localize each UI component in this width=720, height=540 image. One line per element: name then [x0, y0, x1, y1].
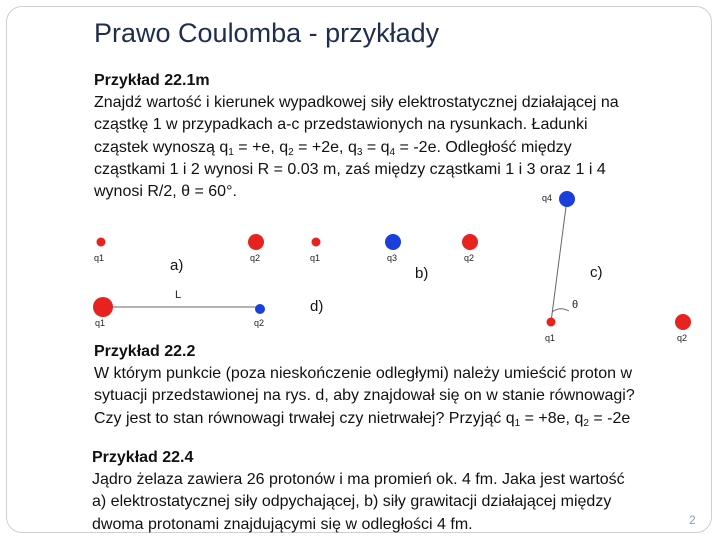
fig-a-charge-q1: [97, 238, 106, 247]
example-1-line-2: cząstkę 1 w przypadkach a-c przedstawionych na rysunkach. Ładunki: [94, 116, 588, 134]
fig-a-caption: a): [170, 257, 184, 274]
fig-b-charge-q2: [462, 234, 478, 250]
fig-a-label-q1: q1: [94, 253, 105, 263]
example-2-heading: Przykład 22.2: [94, 343, 196, 360]
fig-a-label-q2: q2: [250, 253, 261, 263]
fig-a-charge-q2: [248, 234, 264, 250]
example-3: [92, 447, 625, 536]
fig-d-label-q1: q1: [95, 318, 106, 328]
slide-title: Prawo Coulomba - przykłady: [94, 18, 440, 48]
fig-c-caption: c): [590, 264, 603, 281]
example-2-line-3: Czy jest to stan równowagi trwałej czy nietrwałej? Przyjąć $q_1 = +8e$, $q_2 = -2e$: [94, 409, 631, 429]
fig-b-charge-q1: [312, 238, 321, 247]
fig-c-label-q1: q1: [545, 333, 556, 343]
example-1-line-5: wynosi R/2, θ = 60°.: [94, 183, 237, 201]
fig-b-caption: b): [415, 265, 429, 282]
fig-b-label-q3: q3: [387, 253, 398, 263]
fig-b-charge-q3: [385, 234, 401, 250]
fig-c-charge-q2: [675, 314, 691, 330]
example-3-heading: Przykład 22.4: [92, 449, 194, 466]
fig-c-charge-q4: [559, 191, 575, 207]
fig-c-theta-arc: [552, 309, 569, 312]
fig-c-charge-q1: [547, 318, 556, 327]
fig-c-label-theta: θ: [572, 299, 579, 311]
fig-c-label-q4: q4: [542, 193, 553, 203]
example-1-heading: Przykład 22.1m: [94, 72, 210, 89]
example-1-line-4: cząstkami 1 i 2 wynosi R = 0.03 m, zaś między cząstkami 1 i 3 oraz 1 i 4: [94, 160, 606, 178]
fig-d-charge-q2: [255, 304, 265, 314]
fig-d-label-L: L: [175, 289, 182, 301]
fig-d-charge-q1: [93, 297, 113, 317]
example-3-line-2: a) elektrostatycznej siły odpychającej, b) siły grawitacji działającej między: [92, 493, 612, 511]
fig-c-line: [551, 199, 567, 322]
example-3-line-1: Jądro żelaza zawiera 26 protonów i ma promień ok. 4 fm. Jaka jest wartość: [92, 471, 625, 489]
example-2-line-1: W którym punkcie (poza nieskończenie odległymi) należy umieścić proton w: [94, 365, 632, 383]
fig-d-caption: d): [310, 298, 324, 315]
example-3-line-3: dwoma protonami znajdującymi się w odległości 4 fm.: [92, 515, 473, 533]
example-1-line-3: cząstek wynoszą $q_1 = +e$, $q_2 = +2e$, $q_3 = q_4 = -2e$. Odległość między: [94, 138, 572, 158]
fig-d-label-q2: q2: [254, 318, 265, 328]
example-1-line-1: Znajdź wartość i kierunek wypadkowej siły elektrostatycznej działającej na: [94, 94, 619, 112]
example-2: [94, 341, 635, 430]
fig-b-label-q1: q1: [310, 253, 321, 263]
fig-b-label-q2: q2: [464, 253, 475, 263]
example-2-line-2: sytuacji przedstawionej na rys. d, aby znajdował się on w stanie równowagi?: [94, 387, 635, 405]
fig-c-label-q2: q2: [677, 333, 688, 343]
page-number: 2: [689, 513, 696, 527]
